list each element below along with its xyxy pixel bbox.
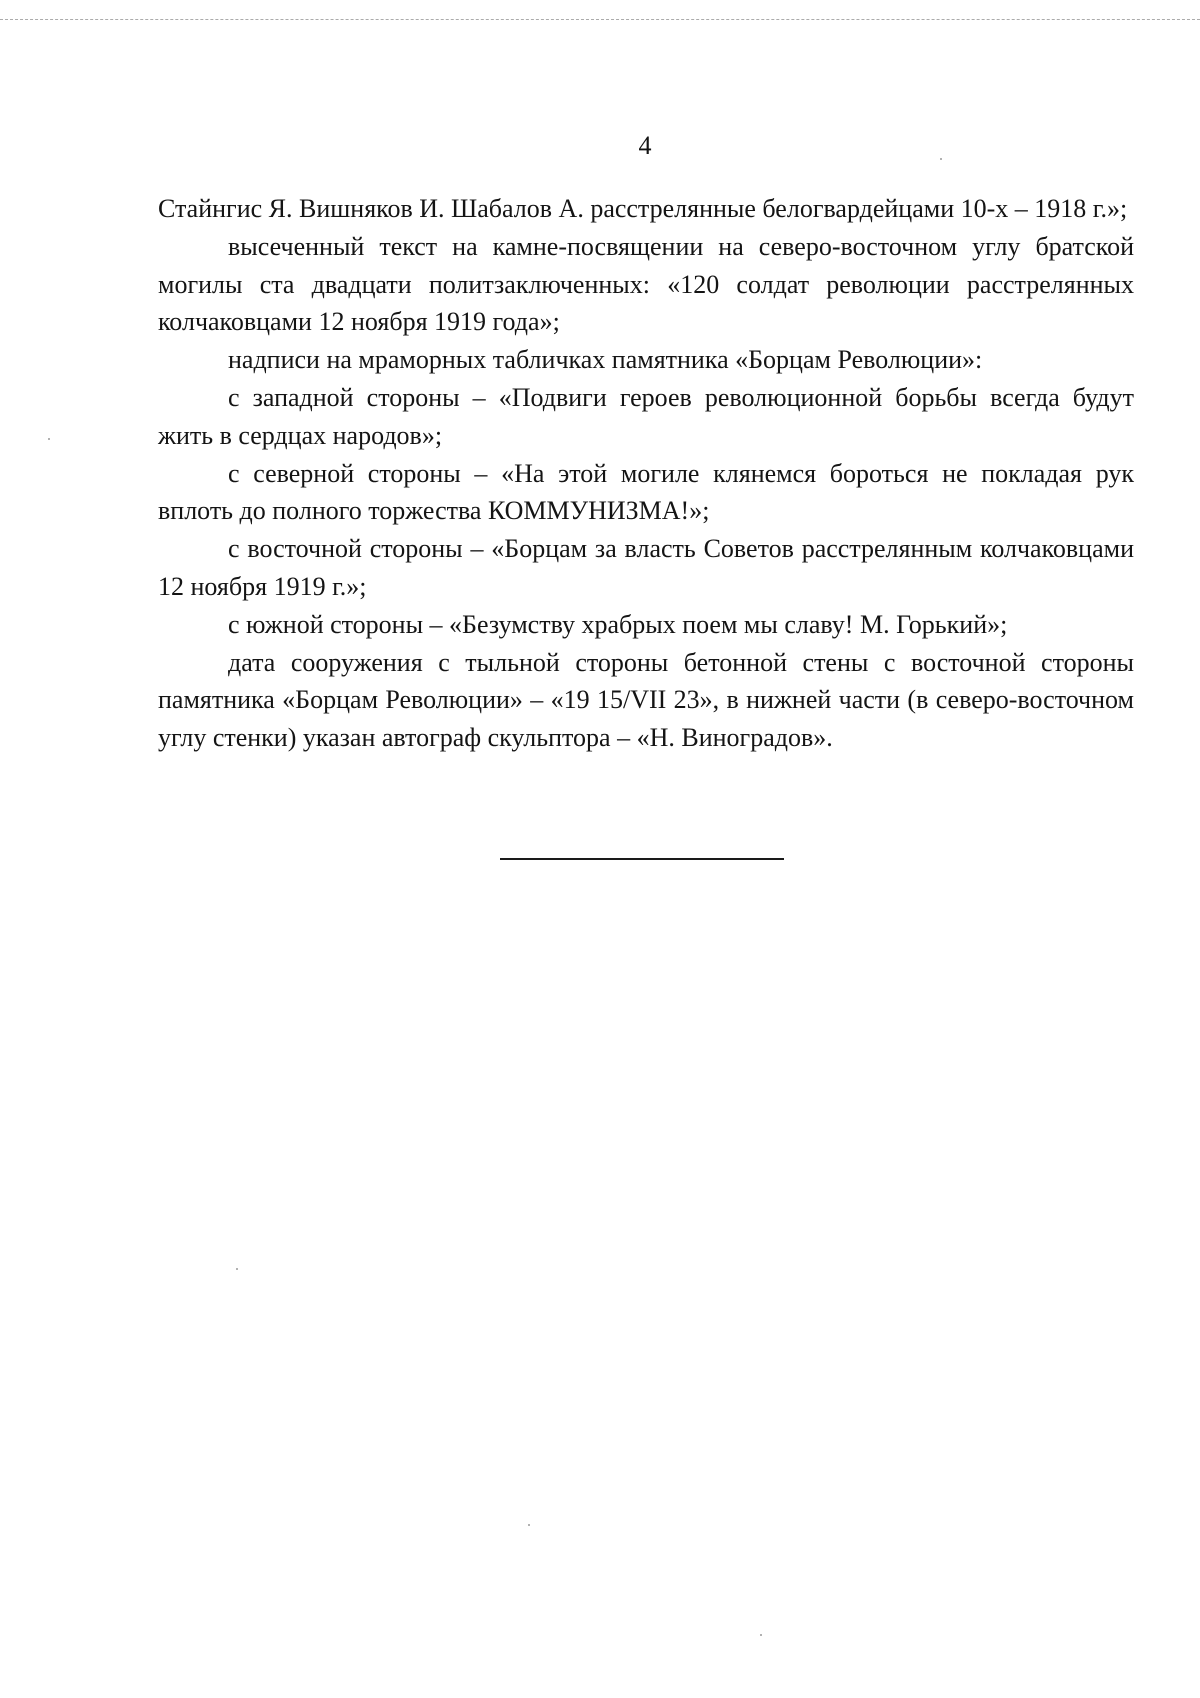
paragraph-marble-plaques: надписи на мраморных табличках памятника «Борцам Революции»: bbox=[228, 345, 983, 375]
scan-speck bbox=[48, 438, 50, 440]
document-body bbox=[158, 190, 1134, 757]
paragraph-north-side: с северной стороны – «На этой могиле клянемся бороться не покладая рук вплоть до полного торжества КОММУНИЗМА!»; bbox=[158, 458, 1134, 526]
paragraph-south-side: с южной стороны – «Безумству храбрых поем мы славу! М. Горький»; bbox=[228, 609, 1008, 639]
page-number: 4 bbox=[638, 131, 652, 160]
paragraph-west-side: с западной стороны – «Подвиги героев революционной борьбы всегда будут жить в сердцах народов»; bbox=[158, 382, 1134, 450]
paragraph-east-side: с восточной стороны – «Борцам за власть Советов расстрелянным колчаковцами 12 ноября 1919 г.»; bbox=[158, 534, 1134, 601]
scan-speck bbox=[940, 158, 942, 160]
paragraph-construction-date: дата сооружения с тыльной стороны бетонной стены с восточной стороны памятника «Борцам Революции» – «19 15/VII 23», в нижней части (в северо-восточном углу стенки) указан автограф скульптора – «Н. Виноградов». bbox=[158, 647, 1134, 753]
scan-edge-line bbox=[0, 19, 1200, 20]
scan-speck bbox=[760, 1634, 762, 1636]
closing-divider bbox=[500, 858, 784, 860]
scan-speck bbox=[528, 1524, 530, 1526]
paragraph-memorial-stone-text: высеченный текст на камне-посвящении на северо-восточном углу братской могилы ста двадцати политзаключенных: «120 солдат революции расстрелянных колчаковцами 12 ноября 1919 года»; bbox=[158, 231, 1134, 337]
paragraph-continuation: Стайнгис Я. Вишняков И. Шабалов А. расстрелянные белогвардейцами 10-х – 1918 г.»; bbox=[158, 194, 1128, 223]
scan-speck bbox=[236, 1268, 238, 1270]
